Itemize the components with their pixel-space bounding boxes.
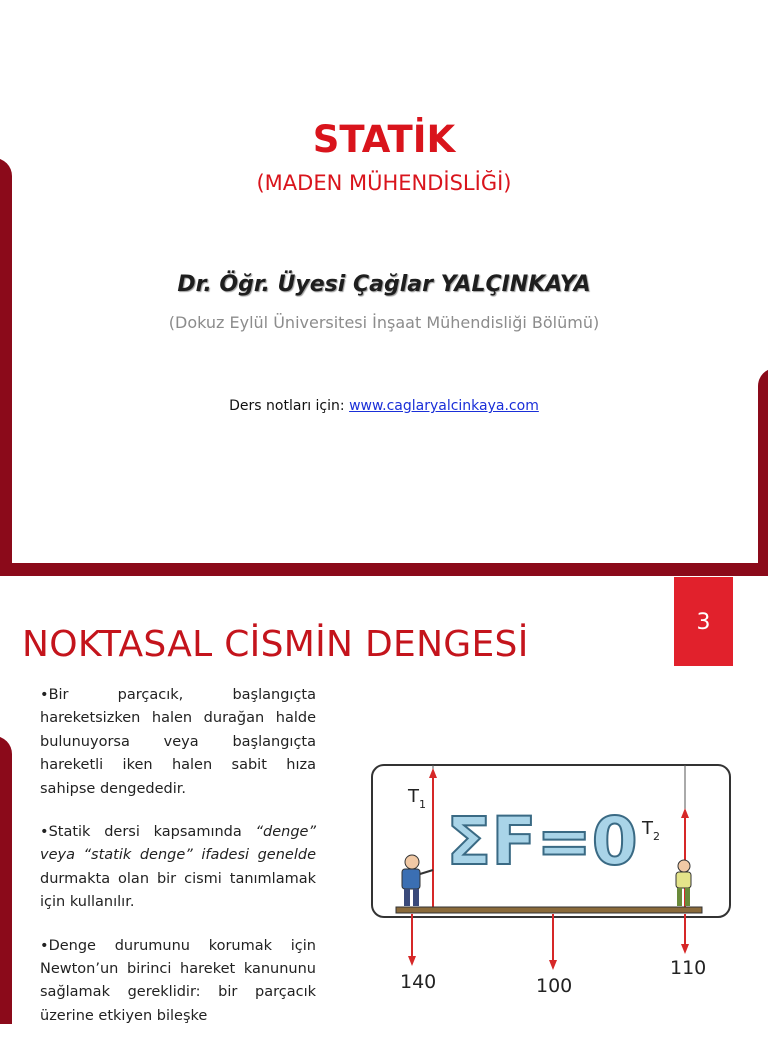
arrow-t2-head	[681, 808, 689, 818]
bullet: •	[40, 687, 49, 703]
paragraph-2	[40, 821, 316, 915]
notes-line	[0, 398, 768, 414]
website-link[interactable]: www.caglaryalcinkaya.com	[349, 398, 539, 414]
arrow-right-down-head	[681, 944, 689, 954]
notes-label: Ders notları için:	[229, 398, 350, 414]
paragraph-text: durmakta olan bir cismi tanımlamak için kullanılır.	[40, 870, 316, 911]
paragraph-text: Bir parçacık, başlangıçta hareketsizken halen durağan halde bulunuyorsa veya başlangıçta hareketli iken halen sabit hıza sahipse dengededir.	[40, 687, 316, 797]
beam	[396, 907, 702, 913]
value-right: 110	[670, 957, 707, 979]
paragraph-text: Statik dersi kapsamında	[48, 824, 256, 841]
author-affiliation: (Dokuz Eylül Üniversitesi İnşaat Mühendisliği Bölümü)	[168, 313, 600, 332]
person-right	[676, 860, 691, 906]
arrow-left-down-head	[408, 956, 416, 966]
left-accent-band	[0, 158, 12, 576]
tension-label-1: $T_1$	[408, 786, 426, 811]
section-title: NOKTASAL CİSMİN DENGESİ	[22, 624, 529, 665]
arrow-t1-head	[429, 768, 437, 778]
person-left	[402, 855, 433, 906]
equilibrium-illustration	[356, 752, 740, 1000]
value-left: 140	[400, 971, 437, 993]
author-name: Dr. Öğr. Üyesi Çağlar YALÇINKAYA	[177, 272, 591, 297]
paragraph-text: Denge durumunu korumak için Newton’un birinci hareket kanununu sağlamak gereklidir: bir parçacık üzerine etkiyen bileşke	[40, 937, 316, 1024]
bullet: •	[40, 937, 49, 954]
equation-text: ΣF=0	[446, 803, 638, 880]
slide-subtitle: (MADEN MÜHENDİSLİĞİ)	[256, 171, 512, 195]
bottom-accent-band	[0, 563, 768, 576]
arrow-mid-down-head	[549, 960, 557, 970]
paragraph-italic-text: “denge” veya “statik denge” ifadesi genelde	[40, 824, 316, 864]
body-text	[40, 684, 316, 1048]
bullet: •	[40, 824, 49, 841]
page-number-badge: 3	[674, 577, 733, 666]
value-mid: 100	[536, 975, 573, 997]
paragraph-1	[40, 684, 316, 801]
slide-title: STATİK	[312, 118, 456, 161]
slide2-left-accent-band	[0, 736, 12, 1024]
paragraph-3	[40, 935, 316, 1029]
tension-label-2: $T_2$	[642, 818, 660, 843]
